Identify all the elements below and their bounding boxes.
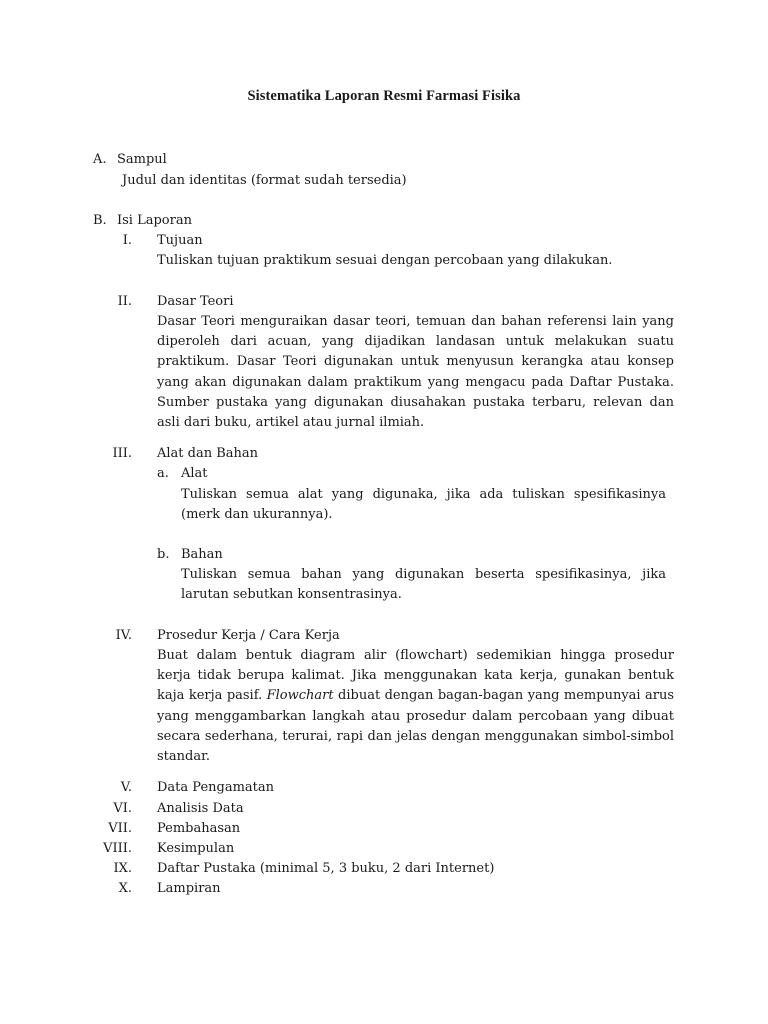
- subitem-a-body: Tuliskan semua alat yang digunaka, jika ada tuliskan spesifikasinya (merk dan ukurannya).: [181, 487, 666, 523]
- item-iv-body: [157, 646, 674, 767]
- subitem-a-marker: a.: [157, 466, 169, 481]
- item-ix-heading: Daftar Pustaka (minimal 5, 3 buku, 2 dari Internet): [157, 861, 495, 876]
- item-ii-heading: Dasar Teori: [157, 294, 234, 309]
- item-v-heading: Data Pengamatan: [157, 780, 275, 795]
- section-a-body: Judul dan identitas (format sudah tersedia): [122, 173, 407, 188]
- item-ix-marker: IX.: [113, 861, 132, 876]
- item-x-marker: X.: [118, 881, 132, 896]
- section-b-marker: B.: [93, 213, 107, 228]
- item-i-marker: I.: [122, 233, 132, 248]
- section-b-heading: Isi Laporan: [117, 213, 192, 228]
- item-vi-heading: Analisis Data: [157, 801, 244, 816]
- item-viii-heading: Kesimpulan: [157, 841, 235, 856]
- subitem-b-marker: b.: [157, 547, 170, 562]
- item-iv-body-italic: Flowchart: [266, 688, 334, 704]
- item-x-heading: Lampiran: [157, 881, 221, 896]
- subitem-b-heading: Bahan: [181, 547, 223, 562]
- item-iv-body-part1: Buat dalam bentuk diagram alir (flowchart) sedemikian hingga prosedur kerja tidak berupa kalimat. Jika menggunakan kata kerja, gunakan bentuk kaja kerja pasif.: [157, 648, 674, 704]
- item-vii-heading: Pembahasan: [157, 821, 241, 836]
- item-iii-heading: Alat dan Bahan: [157, 446, 259, 461]
- item-iii-marker: III.: [112, 446, 132, 461]
- subitem-b-body: Tuliskan semua bahan yang digunakan beserta spesifikasinya, jika larutan sebutkan konsentrasinya.: [181, 567, 666, 603]
- item-i-heading: Tujuan: [157, 233, 203, 248]
- subitem-a-heading: Alat: [181, 466, 208, 481]
- item-vii-marker: VII.: [108, 821, 132, 836]
- item-iv-heading: Prosedur Kerja / Cara Kerja: [157, 628, 340, 643]
- item-vi-marker: VI.: [113, 801, 132, 816]
- section-a-heading: Sampul: [117, 152, 167, 167]
- item-v-marker: V.: [120, 780, 132, 795]
- document-title: Sistematika Laporan Resmi Farmasi Fisika: [247, 88, 521, 104]
- item-iv-body-part2: dibuat dengan bagan-bagan yang mempunyai arus yang menggambarkan langkah atau prosedur dalam percobaan yang dibuat secara sederhana, terurai, rapi dan jelas dengan menggunakan simbol-simbol standar.: [157, 688, 674, 765]
- item-iv-marker: IV.: [115, 628, 132, 643]
- section-a-marker: A.: [93, 152, 107, 167]
- item-ii-body: Dasar Teori menguraikan dasar teori, temuan dan bahan referensi lain yang diperoleh dari acuan, yang dijadikan landasan untuk melakukan suatu praktikum. Dasar Teori digunakan untuk menyusun kerangka atau konsep yang akan digunakan dalam praktikum yang mengacu pada Daftar Pustaka. Sumber pustaka yang digunakan diusahakan pustaka terbaru, relevan dan asli dari buku, artikel atau jurnal ilmiah.: [157, 314, 674, 431]
- item-viii-marker: VIII.: [103, 841, 132, 856]
- item-ii-marker: II.: [117, 294, 132, 309]
- item-i-body: Tuliskan tujuan praktikum sesuai dengan percobaan yang dilakukan.: [157, 253, 613, 268]
